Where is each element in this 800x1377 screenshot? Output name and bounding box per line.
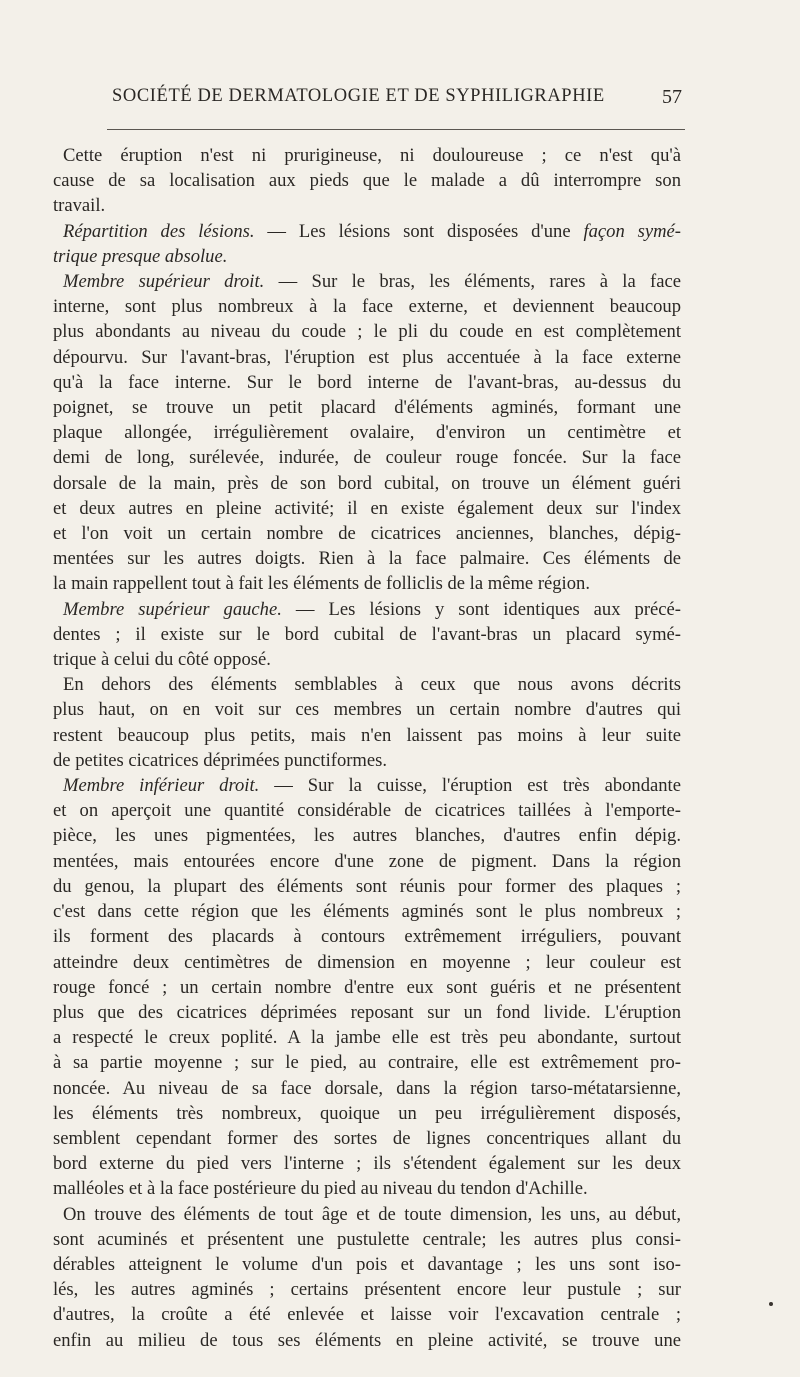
text-line: Cette éruption n'est ni prurigineuse, ni douloureuse ; ce n'est qu'à — [63, 145, 681, 166]
text-line: restent beaucoup plus petits, mais n'en laissent pas moins à leur suite — [53, 724, 681, 746]
text-run: Sur le bras, les éléments, rares à la face — [311, 271, 681, 293]
italic-phrase: trique presque absolue. — [53, 245, 228, 267]
text-line: On trouve des éléments de tout âge et de toute dimension, les uns, au début, — [63, 1203, 681, 1225]
text-line: dépourvu. Sur l'avant-bras, l'éruption est plus accentuée à la face externe — [53, 346, 681, 368]
section-heading-repartition: Répartition des lésions. — [63, 220, 255, 242]
text-run: Sur la cuisse, l'éruption est très abondante — [307, 775, 681, 797]
text-line: atteindre deux centimètres de dimension en moyenne ; leur couleur est — [53, 951, 681, 973]
text-line: dorsale de la main, près de son bord cubital, on trouve un élément guéri — [53, 472, 681, 494]
text-line: à sa partie moyenne ; sur le pied, au contraire, elle est extrêmement pro- — [53, 1052, 681, 1074]
text-line — [53, 219, 681, 244]
text-line — [53, 269, 681, 294]
header-rule — [107, 129, 685, 130]
text-line: mentées sur les autres doigts. Rien à la face palmaire. Ces éléments de — [53, 548, 681, 570]
text-line: enfin au milieu de tous ses éléments en pleine activité, se trouve une — [53, 1329, 681, 1351]
text-line: poignet, se trouve un petit placard d'éléments agminés, formant une — [53, 397, 681, 419]
text-line: de petites cicatrices déprimées punctiformes. — [53, 749, 388, 771]
text-line: les éléments très nombreux, quoique un peu irrégulièrement disposés, — [53, 1102, 681, 1124]
text-line: et on aperçoit une quantité considérable de cicatrices taillées à l'emporte- — [53, 800, 681, 822]
text-line: c'est dans cette région que les éléments agminés sont le plus nombreux ; — [53, 901, 681, 923]
body-text — [53, 143, 681, 1353]
text-line: la main rappellent tout à fait les éléments de folliclis de la même région. — [53, 573, 590, 595]
section-heading-membre-inferieur-droit: Membre inférieur droit. — [63, 775, 260, 797]
running-title: SOCIÉTÉ DE DERMATOLOGIE ET DE SYPHILIGRAPHIE — [112, 86, 605, 106]
text-line — [53, 244, 681, 269]
em-dash: — — [267, 220, 286, 242]
text-line: ils forment des placards à contours extrêmement irréguliers, pouvant — [53, 926, 681, 948]
text-line: demi de long, surélevée, indurée, de couleur rouge foncée. Sur la face — [53, 447, 681, 469]
text-line: malléoles et à la face postérieure du pied au niveau du tendon d'Achille. — [53, 1178, 588, 1200]
em-dash: — — [295, 598, 315, 620]
text-line: mentées, mais entourées encore d'une zone de pigment. Dans la région — [53, 850, 681, 872]
text-line: dentes ; il existe sur le bord cubital de l'avant-bras un placard symé- — [53, 623, 681, 645]
text-line: cause de sa localisation aux pieds que le malade a dû interrompre son — [53, 170, 681, 192]
text-run: Les lésions y sont identiques aux précé- — [328, 598, 681, 620]
text-line: rouge foncé ; un certain nombre d'entre eux sont guéris et ne présentent — [53, 976, 681, 998]
text-line — [53, 597, 681, 622]
text-line: noncée. Au niveau de sa face dorsale, dans la région tarso-métatarsienne, — [53, 1077, 681, 1099]
text-line: trique à celui du côté opposé. — [53, 649, 271, 671]
text-line: pièce, les unes pigmentées, les autres blanches, d'autres enfin dépig. — [53, 825, 681, 847]
italic-phrase: façon symé- — [583, 220, 681, 242]
text-line: semblent cependant former des sortes de lignes concentriques allant du — [53, 1127, 681, 1149]
text-line: et l'on voit un certain nombre de cicatrices anciennes, blanches, dépig- — [53, 523, 681, 545]
text-run: Les lésions sont disposées d'une — [298, 220, 571, 242]
text-line: bord externe du pied vers l'interne ; ils s'étendent également sur les deux — [53, 1153, 681, 1175]
text-line: lés, les autres agminés ; certains présentent encore leur pustule ; sur — [53, 1279, 681, 1301]
ink-speck — [769, 1302, 773, 1306]
text-line: a respecté le creux poplité. A la jambe elle est très peu abondante, surtout — [53, 1027, 681, 1049]
text-line: En dehors des éléments semblables à ceux que nous avons décrits — [63, 674, 681, 696]
text-line: dérables atteignent le volume d'un pois et davantage ; les uns sont iso- — [53, 1253, 681, 1275]
em-dash: — — [274, 775, 293, 797]
text-line: d'autres, la croûte a été enlevée et laisse voir l'excavation centrale ; — [53, 1304, 681, 1326]
section-heading-membre-superieur-gauche: Membre supérieur gauche. — [63, 598, 282, 620]
text-line — [53, 773, 681, 798]
text-line: plaque allongée, irrégulièrement ovalaire, d'environ un centimètre et — [53, 422, 681, 444]
section-heading-membre-superieur-droit: Membre supérieur droit. — [63, 271, 265, 293]
text-line: plus haut, on en voit sur ces membres un certain nombre d'autres qui — [53, 699, 681, 721]
text-line: plus que des cicatrices déprimées reposant sur un fond livide. L'éruption — [53, 1001, 681, 1023]
text-line: plus abondants au niveau du coude ; le pli du coude en est complètement — [53, 321, 681, 343]
text-line: du genou, la plupart des éléments sont réunis pour former des plaques ; — [53, 875, 681, 897]
text-line: et deux autres en pleine activité; il en existe également deux sur l'index — [53, 497, 681, 519]
text-line: qu'à la face interne. Sur le bord interne de l'avant-bras, au-dessus du — [53, 371, 681, 393]
text-line: interne, sont plus nombreux à la face externe, et deviennent beaucoup — [53, 296, 681, 318]
text-line: travail. — [53, 195, 106, 217]
page-number: 57 — [662, 86, 682, 108]
em-dash: — — [278, 271, 298, 293]
text-line: sont acuminés et présentent une pustulette centrale; les autres plus consi- — [53, 1228, 681, 1250]
running-head — [112, 86, 682, 116]
